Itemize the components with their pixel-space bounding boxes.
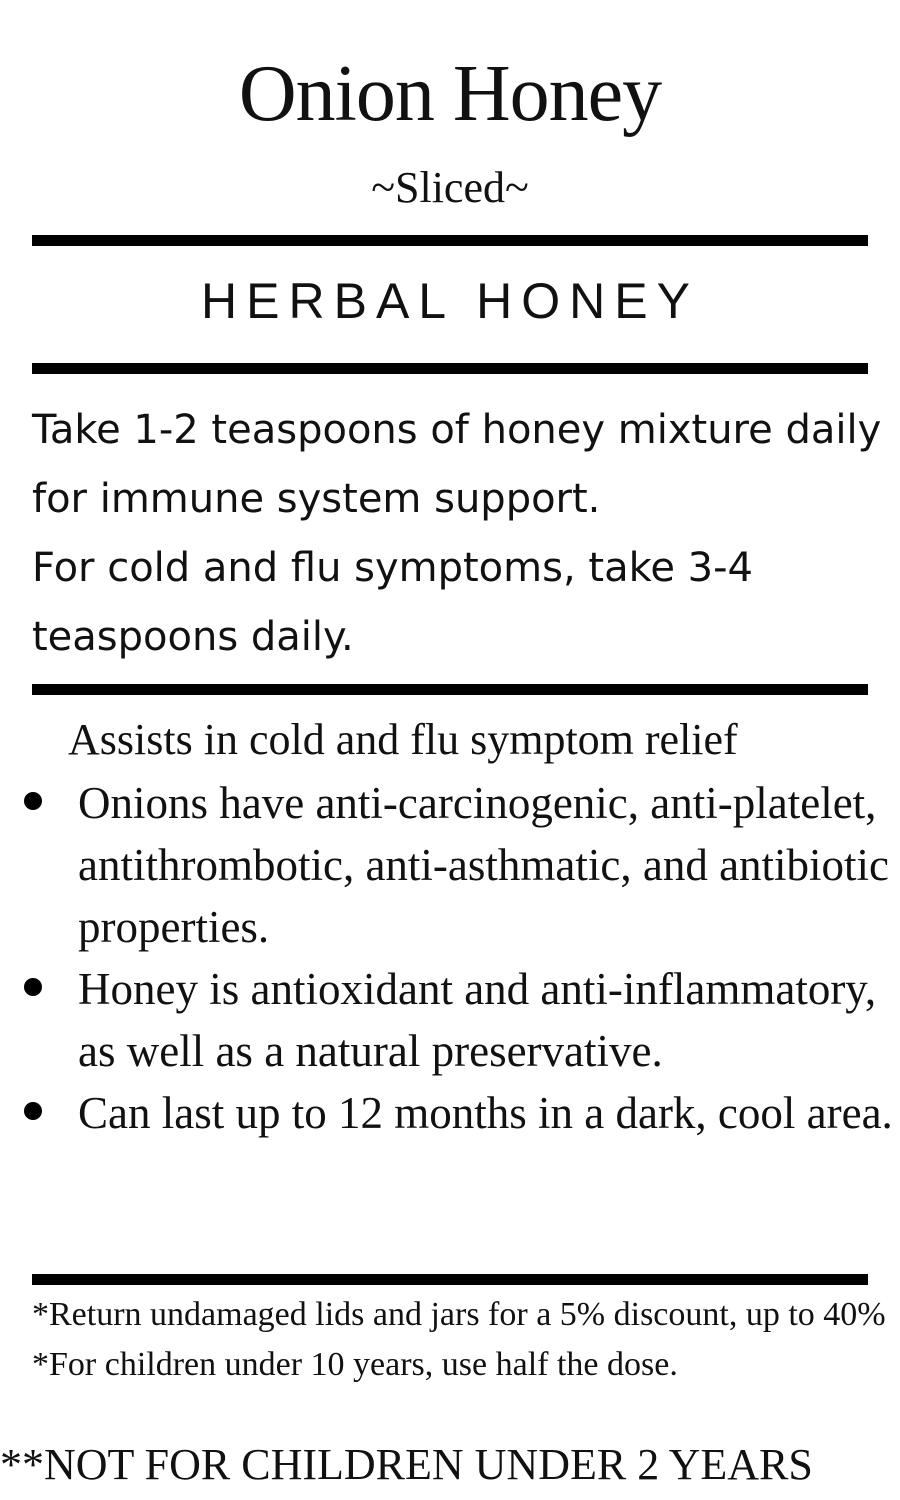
bullet-icon xyxy=(24,792,42,810)
benefit-item xyxy=(0,958,900,1082)
directions-line-immune: Take 1-2 teaspoons of honey mixture daily for immune system support. xyxy=(32,407,882,522)
bullet-icon xyxy=(24,1102,42,1120)
benefit-text: Can last up to 12 months in a dark, cool area. xyxy=(78,1088,893,1138)
note-children-dose: *For children under 10 years, use half the dose. xyxy=(32,1346,678,1383)
bullet-icon xyxy=(24,978,42,996)
benefit-text: Honey is antioxidant and anti-inflammatory, as well as a natural preservative. xyxy=(78,964,877,1076)
notes-section xyxy=(32,1290,892,1390)
benefit-item xyxy=(0,772,900,958)
benefit-text: Onions have anti-carcinogenic, anti-platelet, antithrombotic, anti-asthmatic, and antibiotic properties. xyxy=(78,778,890,952)
product-subtitle: ~Sliced~ xyxy=(371,163,529,212)
benefits-heading: Assists in cold and flu symptom relief xyxy=(68,715,738,764)
divider-directions xyxy=(32,684,868,695)
note-return-discount: *Return undamaged lids and jars for a 5% discount, up to 40% xyxy=(32,1296,886,1333)
age-warning: **NOT FOR CHILDREN UNDER 2 YEARS xyxy=(0,1440,813,1489)
product-title: Onion Honey xyxy=(238,50,662,138)
directions-line-cold-flu: For cold and flu symptoms, take 3-4 teaspoons daily. xyxy=(32,545,753,660)
benefits-list xyxy=(0,772,900,1144)
divider-notes xyxy=(32,1274,868,1285)
divider-category xyxy=(32,363,868,374)
benefit-item xyxy=(0,1082,900,1144)
product-category: HERBAL HONEY xyxy=(201,273,699,329)
directions-section xyxy=(32,396,882,672)
divider-top xyxy=(32,235,868,246)
